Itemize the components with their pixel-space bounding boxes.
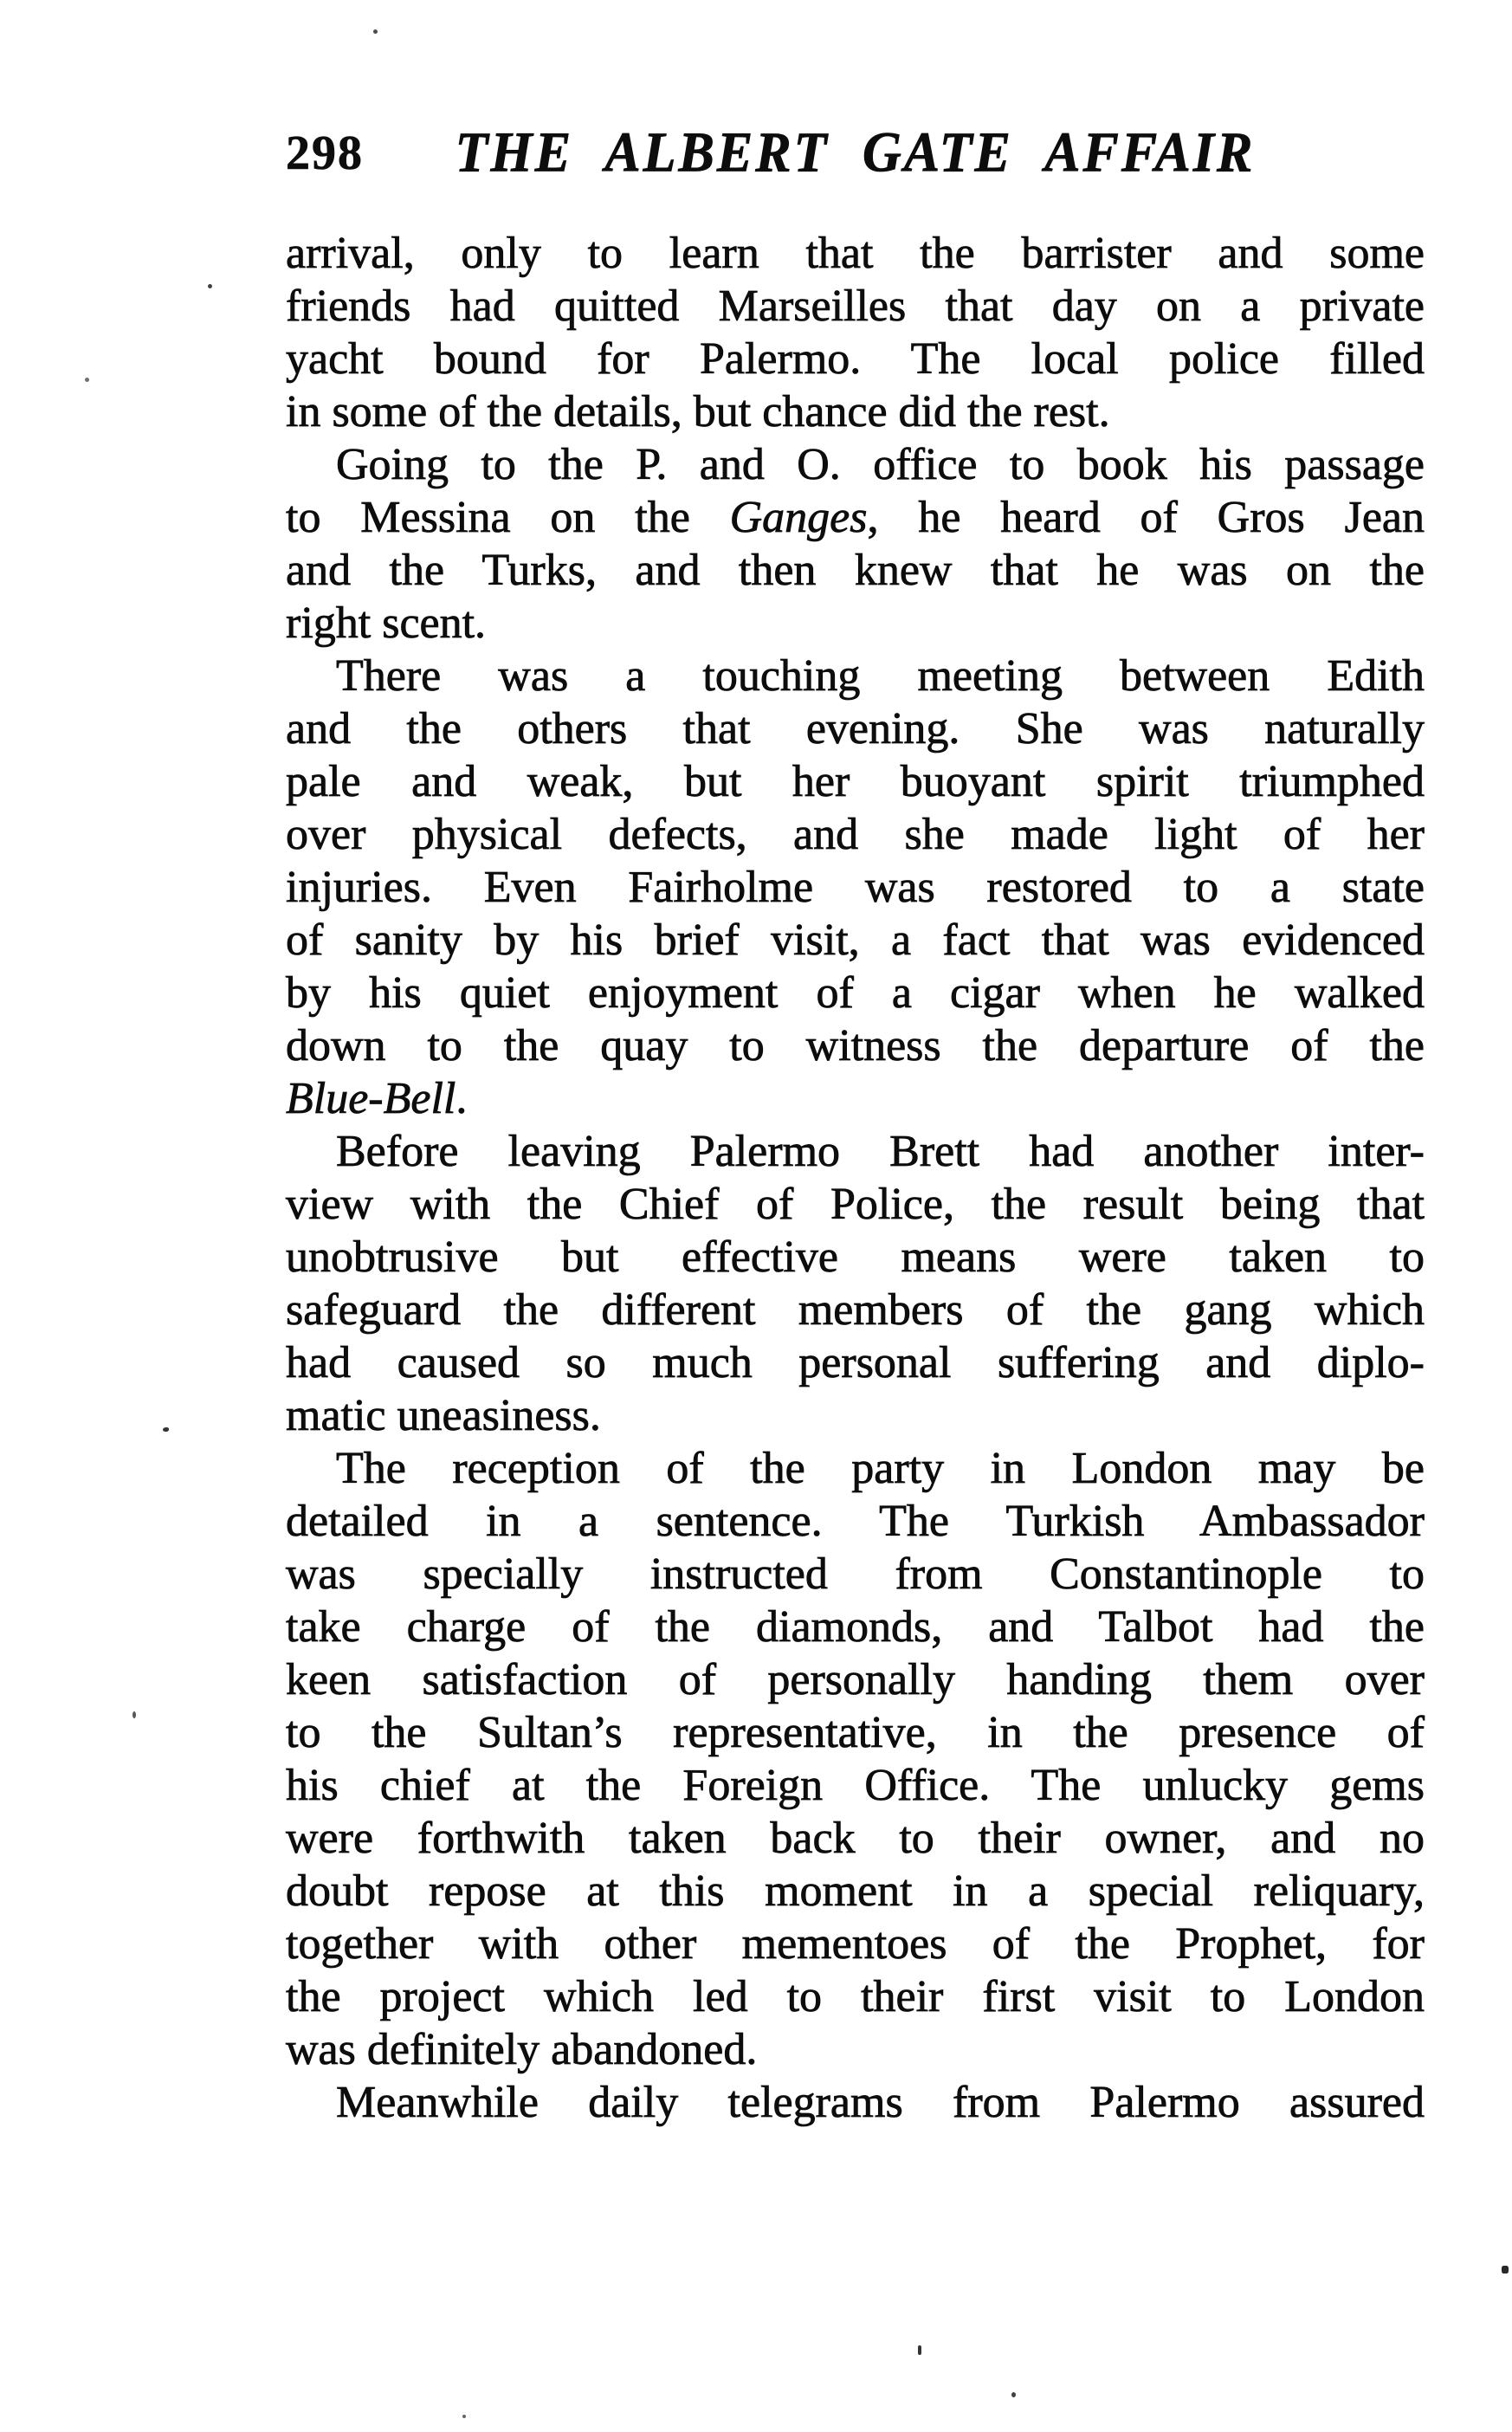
text-line: to the Sultan’s representative, in the presence of (286, 1708, 1425, 1757)
text-line: of sanity by his brief visit, a fact that was evidenced (286, 915, 1425, 965)
scan-speck (85, 378, 89, 382)
text-line: doubt repose at this moment in a special reliquary, (286, 1866, 1425, 1916)
text-line: in some of the details, but chance did the rest. (286, 387, 1110, 437)
text-line: injuries. Even Fairholme was restored to a state (286, 863, 1425, 912)
text-line: was definitely abandoned. (286, 2025, 758, 2074)
page-number: 298 (286, 126, 364, 180)
text-line: was specially instructed from Constantinople to (286, 1549, 1425, 1599)
scan-speck (1011, 2392, 1016, 2397)
text-line: The reception of the party in London may be (336, 1444, 1425, 1493)
italic-text: Ganges (729, 493, 868, 542)
scan-speck (1502, 2266, 1509, 2274)
text-line: Before leaving Palermo Brett had another inter- (336, 1127, 1425, 1176)
text-line: detailed in a sentence. The Turkish Ambassador (286, 1497, 1425, 1546)
text-line: arrival, only to learn that the barrister and some (286, 229, 1425, 278)
text-line: right scent. (286, 598, 487, 648)
running-title: THE ALBERT GATE AFFAIR (455, 121, 1256, 184)
text-line: over physical defects, and she made light of her (286, 810, 1425, 859)
text-line: were forthwith taken back to their owner, and no (286, 1814, 1425, 1863)
text-line: matic uneasiness. (286, 1391, 601, 1440)
text-line: had caused so much personal suffering and diplo- (286, 1338, 1425, 1387)
text-line: and the Turks, and then knew that he was on the (286, 546, 1425, 595)
scan-speck (918, 2345, 921, 2355)
text-line: by his quiet enjoyment of a cigar when he walked (286, 968, 1425, 1018)
scan-speck (462, 2415, 466, 2418)
text-line: keen satisfaction of personally handing them over (286, 1655, 1425, 1704)
text-line: Going to the P. and O. office to book his passage (336, 440, 1425, 489)
page-body (286, 227, 1425, 2129)
italic-text: Blue-Bell (286, 1074, 456, 1123)
text-line: down to the quay to witness the departure of the (286, 1021, 1425, 1070)
text-line: friends had quitted Marseilles that day on a private (286, 281, 1425, 331)
text-line: Meanwhile daily telegrams from Palermo assured (336, 2078, 1425, 2127)
text-line: together with other mementoes of the Prophet, for (286, 1919, 1425, 1969)
text-line: take charge of the diamonds, and Talbot had the (286, 1602, 1425, 1652)
text-line: view with the Chief of Police, the result being that (286, 1180, 1425, 1229)
text-line: There was a touching meeting between Edith (336, 651, 1425, 701)
text-line: Blue-Bell. (286, 1074, 468, 1123)
text-line: the project which led to their first visit to London (286, 1972, 1425, 2021)
text-line: safeguard the different members of the gang which (286, 1285, 1425, 1335)
running-header (286, 120, 1425, 182)
text-line: to Messina on the Ganges, he heard of Gros Jean (286, 493, 1425, 542)
scan-speck (163, 1427, 169, 1432)
scan-speck (373, 29, 378, 34)
text-line: and the others that evening. She was naturally (286, 704, 1425, 754)
text-line: yacht bound for Palermo. The local police filled (286, 334, 1425, 384)
text-line: pale and weak, but her buoyant spirit triumphed (286, 757, 1425, 806)
text-line: his chief at the Foreign Office. The unlucky gems (286, 1761, 1425, 1810)
scan-speck (208, 284, 212, 288)
text-line: unobtrusive but effective means were taken to (286, 1232, 1425, 1282)
scan-speck (132, 1711, 136, 1718)
